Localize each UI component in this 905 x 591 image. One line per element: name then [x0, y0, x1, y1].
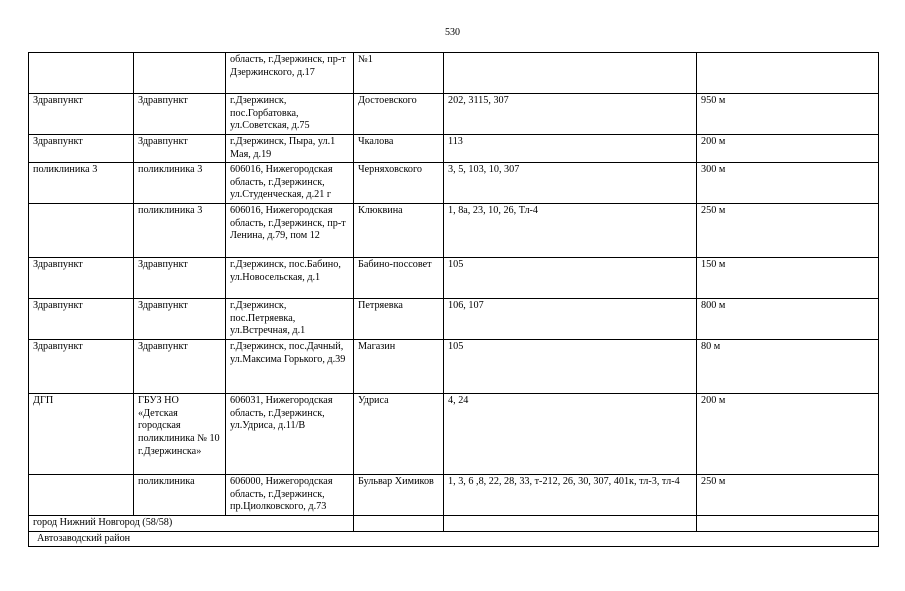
cell-routes: 1, 8а, 23, 10, 26, Тл-4	[444, 204, 697, 258]
cell-routes: 202, 3115, 307	[444, 94, 697, 135]
cell-stop: Бабино-поссовет	[354, 258, 444, 299]
empty-cell	[697, 516, 879, 532]
cell-facility-name: Здравпункт	[134, 135, 226, 163]
cell-address: область, г.Дзержинск, пр-т Дзержинского, д.17	[226, 53, 354, 94]
empty-cell	[444, 516, 697, 532]
clinics-table	[28, 52, 879, 547]
cell-address: 606016, Нижегородская область, г.Дзержинск, ул.Студенческая, д.21 г	[226, 163, 354, 204]
cell-facility-name: Здравпункт	[134, 258, 226, 299]
table-row	[29, 53, 879, 94]
cell-address: 606031, Нижегородская область, г.Дзержинск, ул.Удриса, д.11/В	[226, 394, 354, 475]
cell-stop: Черняховского	[354, 163, 444, 204]
cell-facility-type	[29, 475, 134, 516]
cell-stop: Магазин	[354, 340, 444, 394]
cell-facility-type: Здравпункт	[29, 135, 134, 163]
cell-stop: Достоевского	[354, 94, 444, 135]
cell-address: г.Дзержинск, пос.Бабино, ул.Новосельская, д.1	[226, 258, 354, 299]
cell-facility-name: поликлиника 3	[134, 163, 226, 204]
cell-routes: 113	[444, 135, 697, 163]
cell-distance: 200 м	[697, 394, 879, 475]
cell-facility-type	[29, 204, 134, 258]
cell-distance: 950 м	[697, 94, 879, 135]
cell-stop: Удриса	[354, 394, 444, 475]
cell-distance: 200 м	[697, 135, 879, 163]
cell-routes: 1, 3, 6 ,8, 22, 28, 33, т-212, 26, 30, 307, 401к, тл-3, тл-4	[444, 475, 697, 516]
table-row	[29, 394, 879, 475]
cell-address: г.Дзержинск, пос.Дачный, ул.Максима Горького, д.39	[226, 340, 354, 394]
cell-stop: Чкалова	[354, 135, 444, 163]
cell-distance: 150 м	[697, 258, 879, 299]
page-number: 530	[445, 27, 460, 38]
cell-stop: №1	[354, 53, 444, 94]
cell-distance: 250 м	[697, 475, 879, 516]
cell-facility-name: поликлиника	[134, 475, 226, 516]
cell-routes: 3, 5, 103, 10, 307	[444, 163, 697, 204]
empty-cell	[354, 516, 444, 532]
cell-facility-name	[134, 53, 226, 94]
district-row	[29, 531, 879, 547]
table-row	[29, 258, 879, 299]
cell-routes	[444, 53, 697, 94]
city-cell: город Нижний Новгород (58/58)	[29, 516, 354, 532]
cell-address: г.Дзержинск, пос.Петряевка, ул.Встречная, д.1	[226, 299, 354, 340]
table-row	[29, 94, 879, 135]
cell-routes: 4, 24	[444, 394, 697, 475]
cell-stop: Петряевка	[354, 299, 444, 340]
cell-facility-type: Здравпункт	[29, 94, 134, 135]
table-row	[29, 204, 879, 258]
cell-distance: 80 м	[697, 340, 879, 394]
cell-facility-type: Здравпункт	[29, 258, 134, 299]
cell-facility-name: Здравпункт	[134, 299, 226, 340]
table-row	[29, 163, 879, 204]
table-row	[29, 340, 879, 394]
cell-facility-name: Здравпункт	[134, 340, 226, 394]
cell-stop: Бульвар Химиков	[354, 475, 444, 516]
cell-routes: 106, 107	[444, 299, 697, 340]
cell-address: г.Дзержинск, пос.Горбатовка, ул.Советская, д.75	[226, 94, 354, 135]
cell-address: г.Дзержинск, Пыра, ул.1 Мая, д.19	[226, 135, 354, 163]
cell-address: 606016, Нижегородская область, г.Дзержинск, пр-т Ленина, д.79, пом 12	[226, 204, 354, 258]
cell-distance: 800 м	[697, 299, 879, 340]
cell-facility-type: Здравпункт	[29, 299, 134, 340]
cell-facility-type: поликлиника 3	[29, 163, 134, 204]
cell-routes: 105	[444, 340, 697, 394]
cell-stop: Клюквина	[354, 204, 444, 258]
cell-facility-type	[29, 53, 134, 94]
cell-address: 606000, Нижегородская область, г.Дзержинск, пр.Циолковского, д.73	[226, 475, 354, 516]
table-row	[29, 299, 879, 340]
cell-facility-type: ДГП	[29, 394, 134, 475]
district-cell: Автозаводский район	[29, 531, 879, 547]
table-row	[29, 475, 879, 516]
cell-distance: 250 м	[697, 204, 879, 258]
cell-facility-name: Здравпункт	[134, 94, 226, 135]
cell-distance	[697, 53, 879, 94]
cell-facility-type: Здравпункт	[29, 340, 134, 394]
city-row	[29, 516, 879, 532]
cell-facility-name: ГБУЗ НО «Детская городская поликлиника № 10 г.Дзержинска»	[134, 394, 226, 475]
table-row	[29, 135, 879, 163]
cell-facility-name: поликлиника 3	[134, 204, 226, 258]
cell-distance: 300 м	[697, 163, 879, 204]
cell-routes: 105	[444, 258, 697, 299]
